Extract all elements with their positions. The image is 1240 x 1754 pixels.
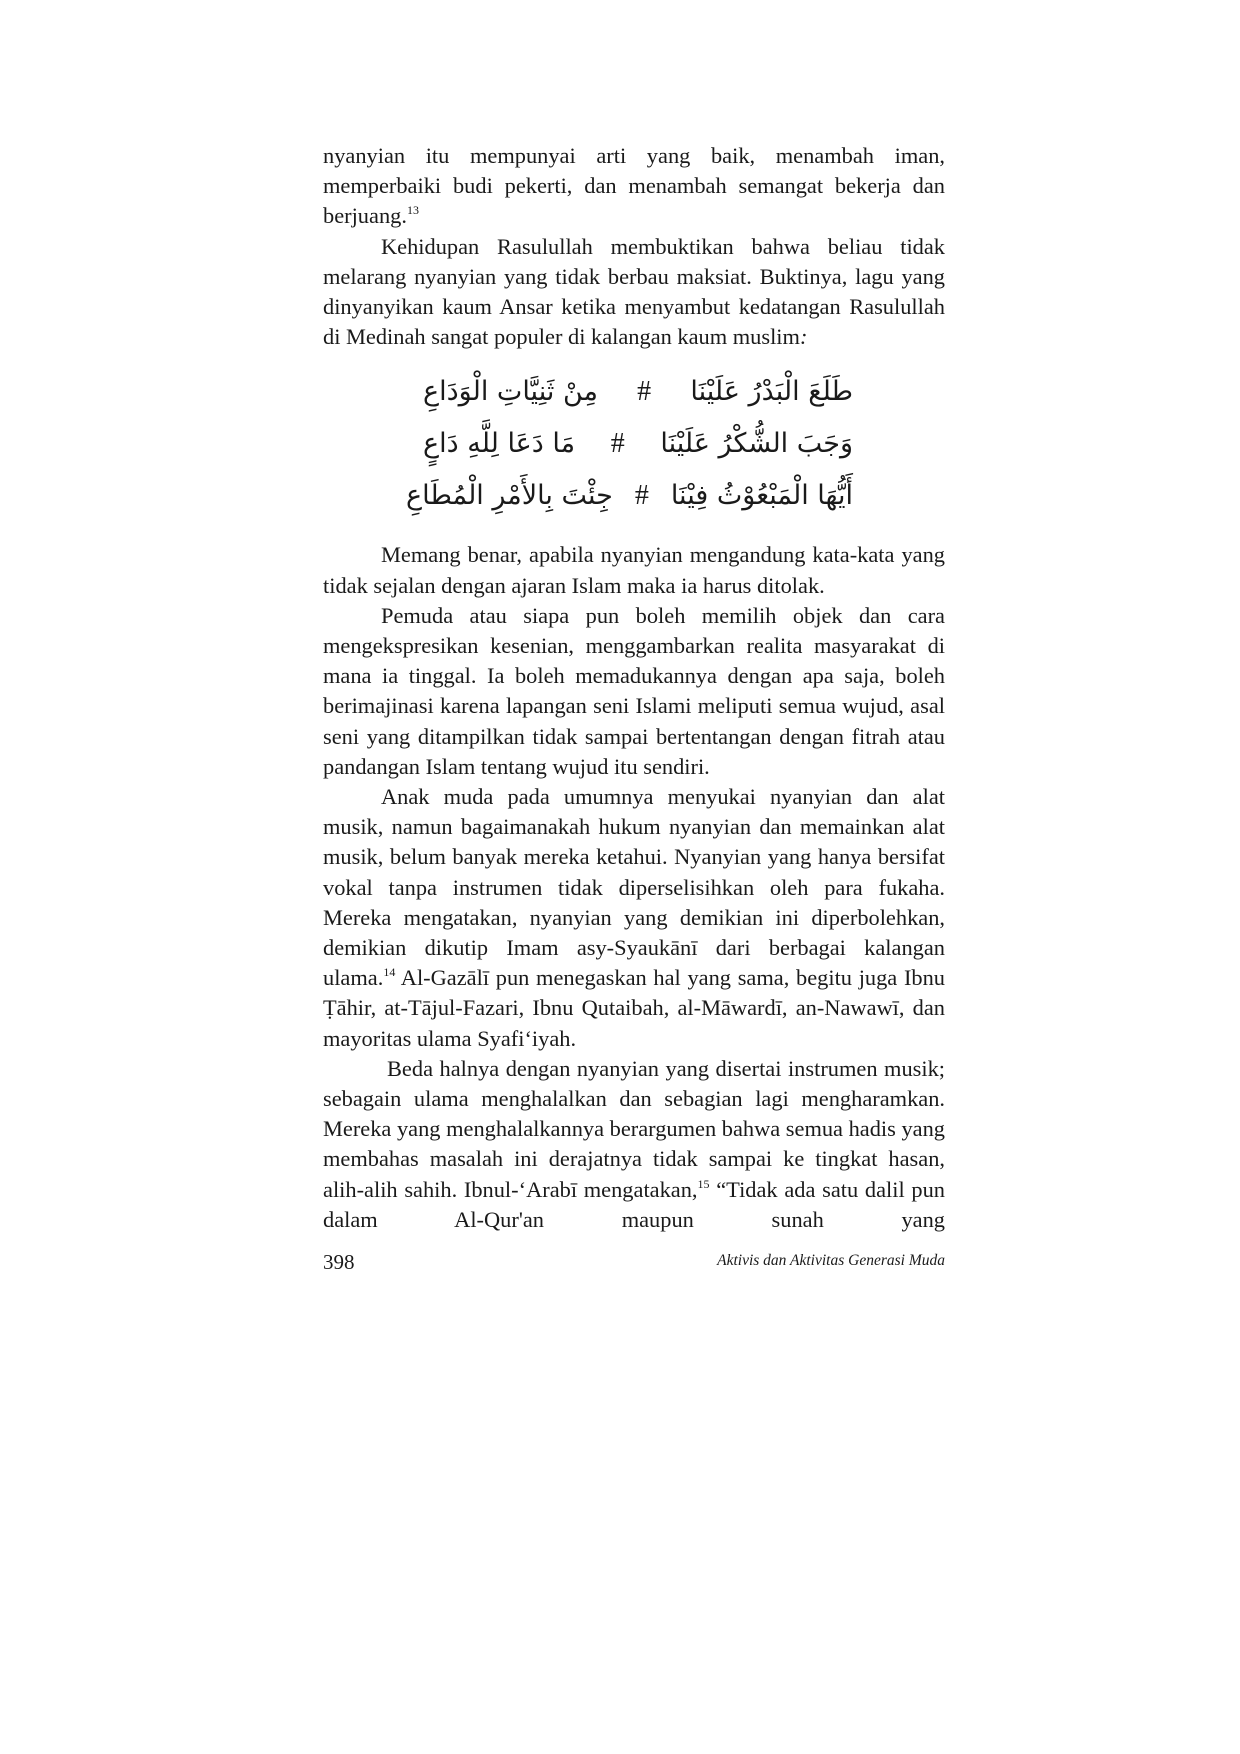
poem-line-2	[423, 418, 853, 470]
poem-line-1-first-hemistich: طَلَعَ الْبَدْرُ عَلَيْنَا	[690, 376, 853, 408]
paragraph-3: Memang benar, apabila nyanyian mengandung kata-kata yang tidak sejalan dengan ajaran Islam maka ia harus ditolak.	[323, 542, 945, 598]
poem-line-1-second-hemistich: مِنْ ثَنِيَّاتِ الْوَدَاعِ	[423, 376, 598, 408]
paragraph-6-text-before: Beda halnya dengan nyanyian yang disertai instrumen musik; sebagain ulama menghalalkan dan sebagian lagi mengharamkan. Mereka yang menghalalkannya berargumen bahwa semua hadis yang membahas masalah ini derajatnya tidak sampai ke tingkat hasan, alih-alih sahih. Ibnul-‘Arabī mengatakan,	[323, 1055, 945, 1202]
poem-line-1	[423, 366, 853, 418]
poem-line-2-second-hemistich: مَا دَعَا لِلَّهِ دَاعٍ	[423, 428, 576, 460]
paragraph-2-text: Kehidupan Rasulullah membuktikan bahwa beliau tidak melarang nyanyian yang tidak berbau maksiat. Buktinya, lagu yang dinyanyikan kaum Ansar ketika menyambut kedatangan Rasulullah di Medinah sangat populer di kalangan kaum muslim	[323, 233, 945, 350]
poem-line-3-first-hemistich: أَيُّهَا الْمَبْعُوْثُ فِيْنَا	[670, 480, 853, 512]
running-title: Aktivis dan Aktivitas Generasi Muda	[717, 1252, 945, 1269]
poem-line-3-second-hemistich: جِئْتَ بِالأَمْرِ الْمُطَاعِ	[405, 480, 613, 512]
poem-line-2-separator: #	[610, 428, 625, 460]
paragraph-6	[323, 1054, 945, 1235]
paragraph-4: Pemuda atau siapa pun boleh memilih objek dan cara mengekspresikan kesenian, menggambarkan realita masyarakat di mana ia tinggal. Ia boleh memadukannya dengan apa saja, boleh berimajinasi karena lapangan seni Islami meliputi semua wujud, asal seni yang ditampilkan tidak sampai bertentangan dengan fitrah atau pandangan Islam tentang wujud itu sendiri.	[323, 602, 945, 779]
paragraph-1	[323, 141, 945, 232]
poem-line-1-separator: #	[637, 376, 652, 408]
page-number: 398	[323, 1250, 355, 1274]
arabic-poem	[323, 366, 945, 522]
page-footer	[323, 1250, 945, 1280]
paragraph-5-text-before: Anak muda pada umumnya menyukai nyanyian dan alat musik, namun bagaimanakah hukum nyanyian dan memainkan alat musik, belum banyak mereka ketahui. Nyanyian yang hanya bersifat vokal tanpa instrumen tidak diperselisihkan oleh para fukaha. Mereka mengatakan, nyanyian yang demikian ini diperbolehkan, demikian dikutip Imam asy-Syaukānī dari berbagai kalangan ulama.	[323, 784, 945, 991]
paragraph-6-text-after: “Tidak ada satu dalil pun dalam Al-Qur'an maupun sunah yang	[323, 1176, 945, 1232]
poem-line-2-first-hemistich: وَجَبَ الشُّكْرُ عَلَيْنَا	[660, 428, 853, 460]
paragraph-1-text: nyanyian itu mempunyai arti yang baik, menambah iman, memperbaiki budi pekerti, dan menambah semangat bekerja dan berjuang.	[323, 143, 945, 229]
paragraph-2	[323, 232, 945, 353]
paragraph-5-text-after: Al-Gazālī pun menegaskan hal yang sama, begitu juga Ibnu Ṭāhir, at-Tājul-Fazari, Ibnu Qutaibah, al-Māwardī, an-Nawawī, dan mayoritas ulama Syafi‘iyah.	[323, 965, 945, 1051]
paragraph-5	[323, 782, 945, 1054]
page-body	[323, 141, 945, 1235]
footnote-ref-15[interactable]: 15	[697, 1176, 710, 1191]
footnote-ref-14[interactable]: 14	[383, 965, 396, 980]
poem-line-3	[405, 470, 853, 522]
footnote-ref-13[interactable]: 13	[406, 203, 419, 218]
poem-line-3-separator: #	[634, 480, 649, 512]
paragraph-2-colon: :	[799, 324, 808, 350]
